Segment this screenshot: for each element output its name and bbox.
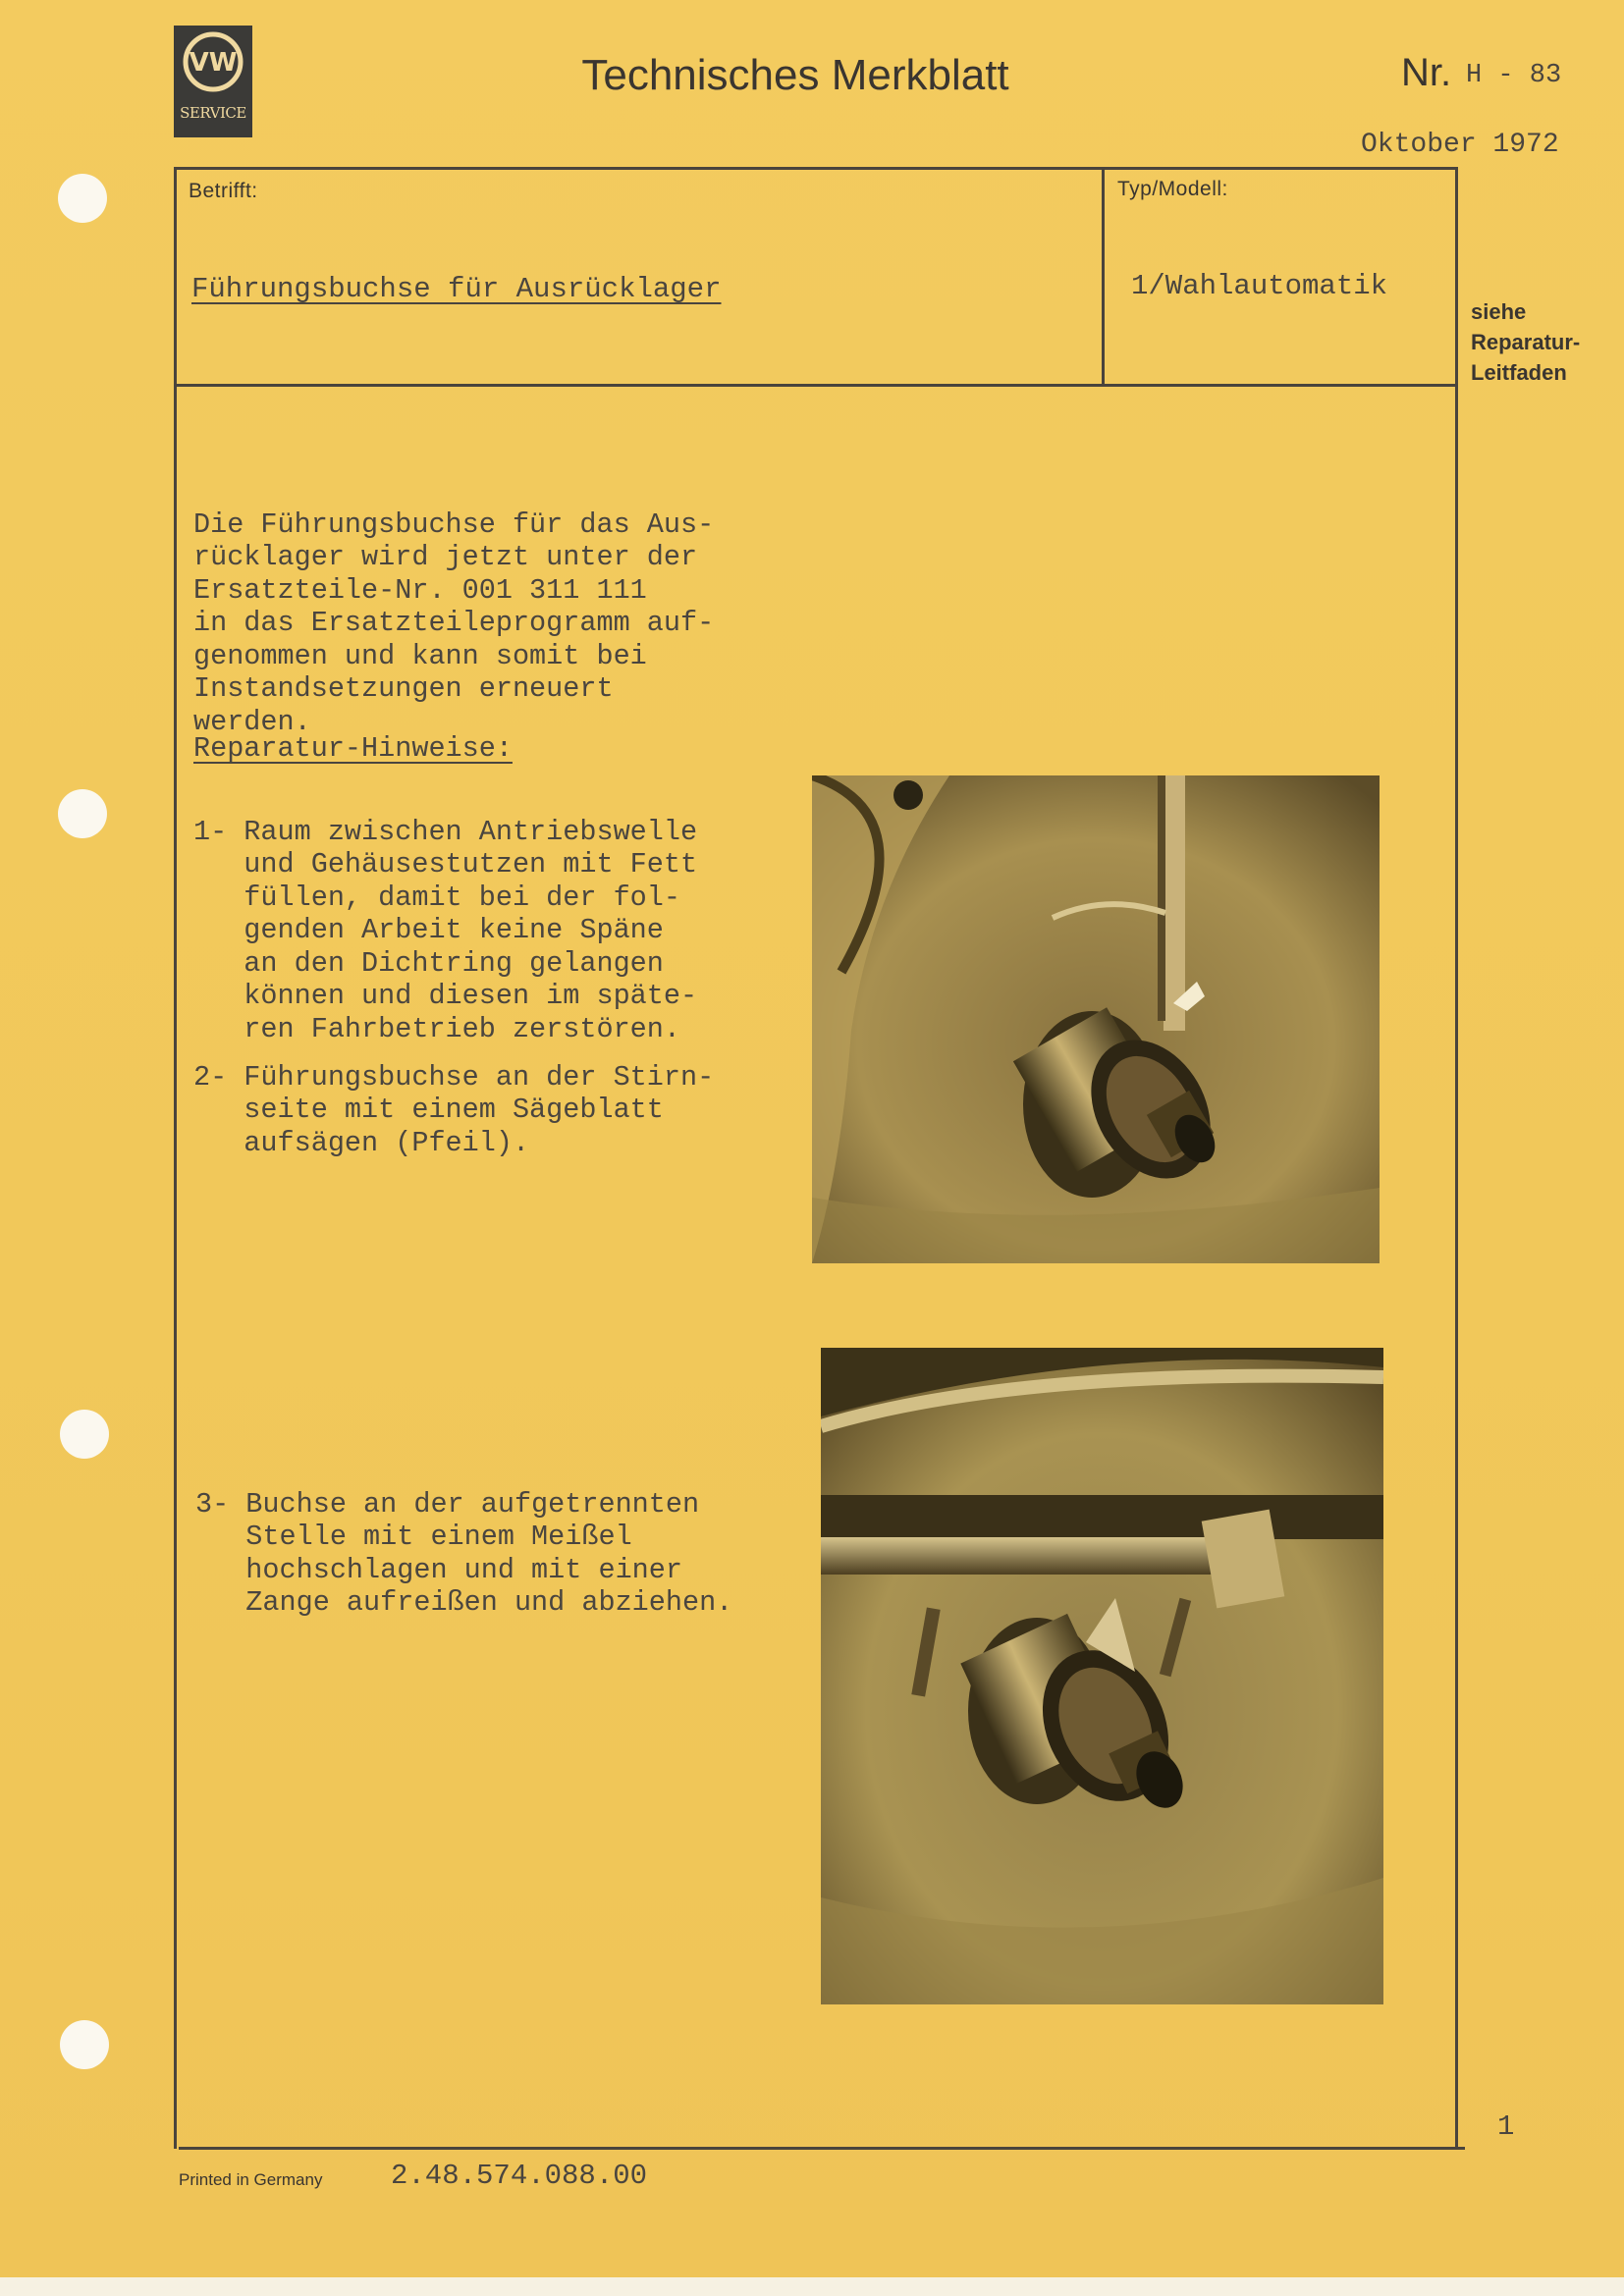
page-title: Technisches Merkblatt (581, 51, 1009, 99)
issue-date: Oktober 1972 (1361, 130, 1559, 160)
frame-right-line (1455, 167, 1458, 2149)
section-heading: Reparatur-Hinweise: (193, 732, 513, 765)
betrifft-label: Betrifft: (189, 180, 258, 202)
model-text: 1/Wahlautomatik (1131, 270, 1388, 302)
intro-paragraph: Die Führungsbuchse für das Aus- rücklager wird jetzt unter der Ersatzteile-Nr. 001 311 111 in das Ersatzteileprogramm auf- genommen und kann somit bei Instandsetzungen erneuert werden. (193, 507, 715, 738)
frame-left-line (174, 167, 177, 2149)
page-edge (0, 2277, 1624, 2296)
frame-bottom-line (179, 2147, 1465, 2150)
svg-text:VW: VW (189, 48, 238, 78)
photo-remove-bushing (821, 1348, 1383, 2004)
photo-saw-bushing (812, 775, 1380, 1263)
number-label: Nr. (1401, 51, 1452, 94)
service-label: SERVICE (180, 104, 246, 122)
step-3: 3- Buchse an der aufgetrennten Stelle mit einem Meißel hochschlagen und mit einer Zange aufreißen und abziehen. (195, 1487, 733, 1619)
punch-hole (60, 2020, 109, 2069)
document-number: H - 83 (1466, 61, 1562, 90)
printed-in-label: Printed in Germany (179, 2170, 323, 2189)
step-1: 1- Raum zwischen Antriebswelle und Gehäusestutzen mit Fett füllen, damit bei der fol- genden Arbeit keine Späne an den Dichtring gelangen können und diesen im späte- ren Fahrbetrieb zerstören. (193, 815, 698, 1045)
punch-hole (60, 1410, 109, 1459)
frame-top-line (174, 167, 1458, 170)
subject-text: Führungsbuchse für Ausrücklager (191, 273, 722, 305)
part-number: 2.48.574.088.00 (391, 2160, 648, 2192)
frame-column-divider (1102, 167, 1105, 385)
punch-hole (58, 789, 107, 838)
vw-logo-icon (183, 31, 244, 92)
typ-modell-label: Typ/Modell: (1117, 178, 1228, 200)
page-number: 1 (1497, 2110, 1515, 2143)
step-2: 2- Führungsbuchse an der Stirn- seite mit einem Sägeblatt aufsägen (Pfeil). (193, 1060, 715, 1159)
side-note: siehe Reparatur- Leitfaden (1471, 299, 1581, 385)
frame-header-divider (174, 384, 1458, 387)
punch-hole (58, 174, 107, 223)
vw-service-logo (174, 26, 252, 137)
